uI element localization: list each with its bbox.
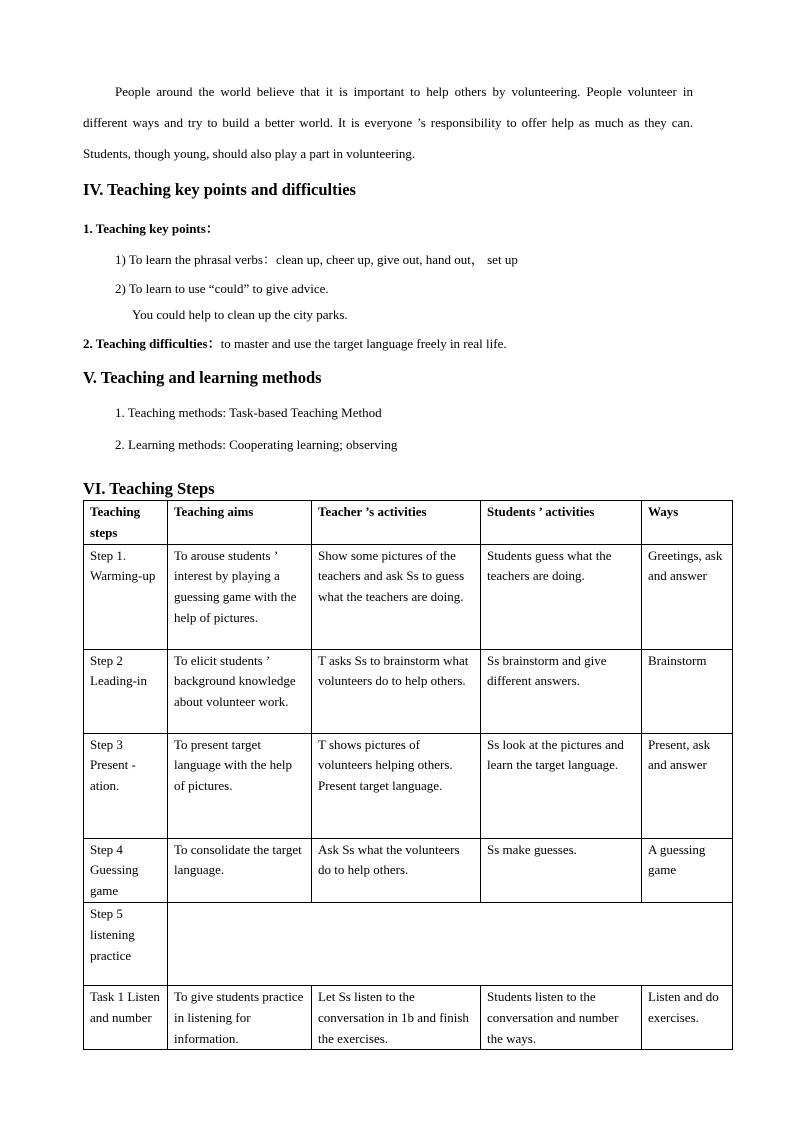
table-cell: Show some pictures of the teachers and ask Ss to guess what the teachers are doing.	[312, 544, 481, 649]
table-header-row	[84, 501, 733, 545]
table-cell: Students guess what the teachers are doing.	[481, 544, 642, 649]
table-cell: A guessing game	[642, 838, 733, 902]
learning-methods-item: 2. Learning methods: Cooperating learning; observing	[115, 437, 398, 452]
table-cell: To arouse students ’ interest by playing a guessing game with the help of pictures.	[168, 544, 312, 649]
table-cell: Listen and do exercises.	[642, 985, 733, 1049]
intro-paragraph	[83, 76, 693, 169]
difficulties-text: to master and use the target language freely in real life.	[220, 336, 507, 351]
key-point-example: You could help to clean up the city parks.	[132, 307, 348, 322]
header-teacher-activities: Teacher ’s activities	[312, 501, 481, 545]
section-heading-methods: V. Teaching and learning methods	[83, 368, 322, 387]
key-point-1: 1) To learn the phrasal verbs：clean up, cheer up, give out, hand out， set up	[115, 252, 518, 267]
table-cell-empty	[168, 902, 733, 985]
table-cell: Step 2 Leading-in	[84, 649, 168, 733]
table-row	[84, 838, 733, 902]
table-row	[84, 902, 733, 985]
table-cell: Step 1. Warming-up	[84, 544, 168, 649]
table-cell: Students listen to the conversation and number the ways.	[481, 985, 642, 1049]
table-cell: Task 1 Listen and number	[84, 985, 168, 1049]
key-points-label: 1. Teaching key points：	[83, 221, 219, 236]
table-cell: Step 4 Guessing game	[84, 838, 168, 902]
table-cell: To present target language with the help of pictures.	[168, 733, 312, 838]
table-cell: Brainstorm	[642, 649, 733, 733]
table-row	[84, 985, 733, 1049]
table-cell: Ask Ss what the volunteers do to help others.	[312, 838, 481, 902]
key-points-line	[83, 218, 219, 237]
table-cell: To consolidate the target language.	[168, 838, 312, 902]
table-row	[84, 544, 733, 649]
table-row	[84, 649, 733, 733]
teaching-methods-item: 1. Teaching methods: Task-based Teaching Method	[115, 405, 382, 420]
section-heading-steps: VI. Teaching Steps	[83, 479, 215, 498]
table-cell: Ss brainstorm and give different answers.	[481, 649, 642, 733]
table-cell: Step 3 Present -ation.	[84, 733, 168, 838]
table-row	[84, 733, 733, 838]
table-cell: Greetings, ask and answer	[642, 544, 733, 649]
section-heading-key-points: IV. Teaching key points and difficulties	[83, 180, 356, 199]
intro-text: People around the world believe that it is important to help others by volunteering. People volunteer in different ways and try to build a better world. It is everyone ’s responsibility to offer help as much as they can. Students, though young, should also play a part in volunteering.	[83, 84, 693, 161]
header-ways: Ways	[642, 501, 733, 545]
table-cell: To give students practice in listening for information.	[168, 985, 312, 1049]
key-point-2: 2) To learn to use “could” to give advice.	[115, 281, 329, 296]
table-cell: Ss look at the pictures and learn the target language.	[481, 733, 642, 838]
table-cell: T asks Ss to brainstorm what volunteers do to help others.	[312, 649, 481, 733]
table-cell: Ss make guesses.	[481, 838, 642, 902]
header-teaching-steps: Teaching steps	[84, 501, 168, 545]
table-cell: Present, ask and answer	[642, 733, 733, 838]
table-cell: To elicit students ’ background knowledge about volunteer work.	[168, 649, 312, 733]
table-cell: T shows pictures of volunteers helping others. Present target language.	[312, 733, 481, 838]
table-cell: Let Ss listen to the conversation in 1b and finish the exercises.	[312, 985, 481, 1049]
teaching-steps-table	[83, 500, 733, 1050]
difficulties-line	[83, 333, 507, 352]
header-student-activities: Students ’ activities	[481, 501, 642, 545]
table-cell: Step 5 listening practice	[84, 902, 168, 985]
header-teaching-aims: Teaching aims	[168, 501, 312, 545]
difficulties-label: 2. Teaching difficulties：	[83, 336, 221, 351]
